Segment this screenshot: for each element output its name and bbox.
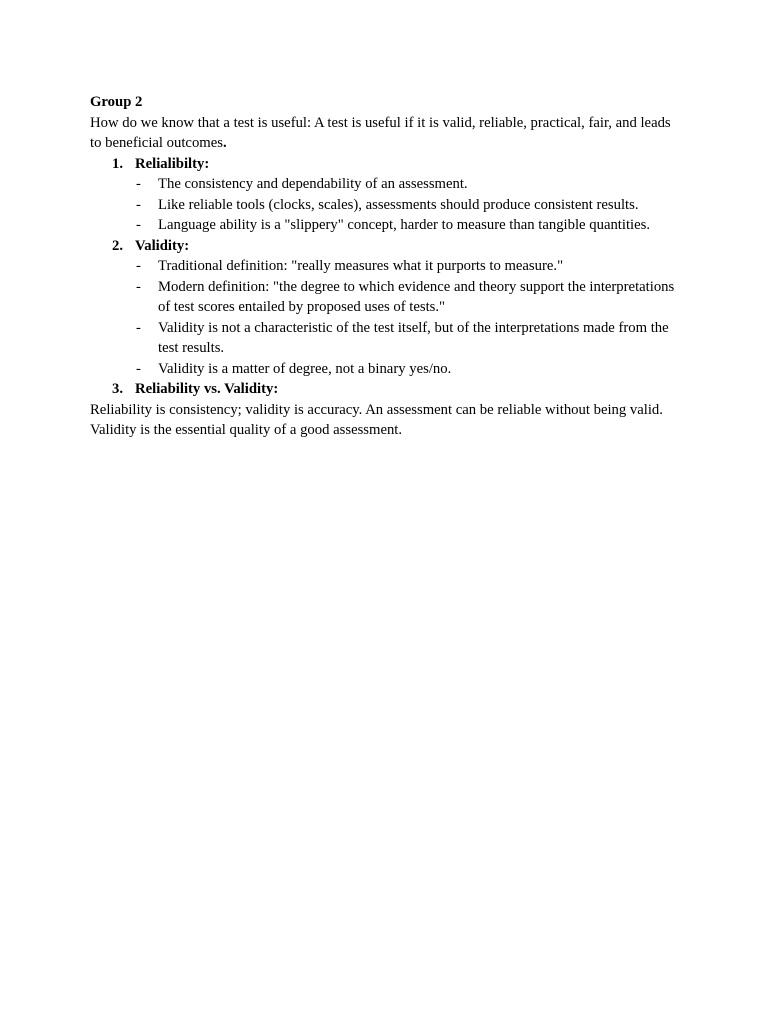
list-item [90,256,680,277]
bullet-text: Validity is not a characteristic of the test itself, but of the interpretations made from the test results. [158,319,669,356]
closing-paragraph-2: Validity is the essential quality of a good assessment. [90,422,403,438]
bullet-dash: - [136,278,141,295]
section-3-heading [90,379,680,400]
bullet-text: Like reliable tools (clocks, scales), assessments should produce consistent results. [158,196,639,213]
bullet-text: Validity is a matter of degree, not a binary yes/no. [158,360,452,377]
bullet-text: Language ability is a "slippery" concept, harder to measure than tangible quantities. [158,217,651,233]
section-3-number: 3. [112,381,124,397]
list-item [90,359,680,380]
list-item [90,215,680,236]
list-item [90,277,680,318]
bullet-dash: - [136,217,141,233]
intro-text: How do we know that a test is useful: A test is useful if it is valid, reliable, practical, fair, and leads to beneficial outcomes [90,114,671,151]
document-page [90,92,680,441]
section-1-heading [90,154,680,175]
bullet-text: Traditional definition: "really measures what it purports to measure." [158,258,564,274]
bullet-dash: - [136,176,141,192]
document-title: Group 2 [90,94,143,110]
intro-period: . [222,135,227,151]
section-2-number: 2. [112,237,124,254]
bullet-dash: - [136,196,141,213]
bullet-dash: - [136,258,141,274]
section-1-number: 1. [112,155,124,172]
closing-paragraph-1: Reliability is consistency; validity is accuracy. An assessment can be reliable without being valid. [90,401,663,418]
intro-paragraph [90,113,680,154]
section-3-title: Reliability vs. Validity: [135,381,279,397]
bullet-text: Modern definition: "the degree to which evidence and theory support the interpretations of test scores entailed by proposed uses of tests." [158,278,675,315]
bullet-text: The consistency and dependability of an assessment. [158,176,468,192]
bullet-dash: - [136,319,141,336]
section-2-title: Validity: [135,237,190,254]
bullet-dash: - [136,360,141,377]
list-item [90,318,680,359]
section-2-heading [90,236,680,257]
list-item [90,195,680,216]
list-item [90,174,680,195]
section-1-title: Relialibilty: [135,155,210,172]
